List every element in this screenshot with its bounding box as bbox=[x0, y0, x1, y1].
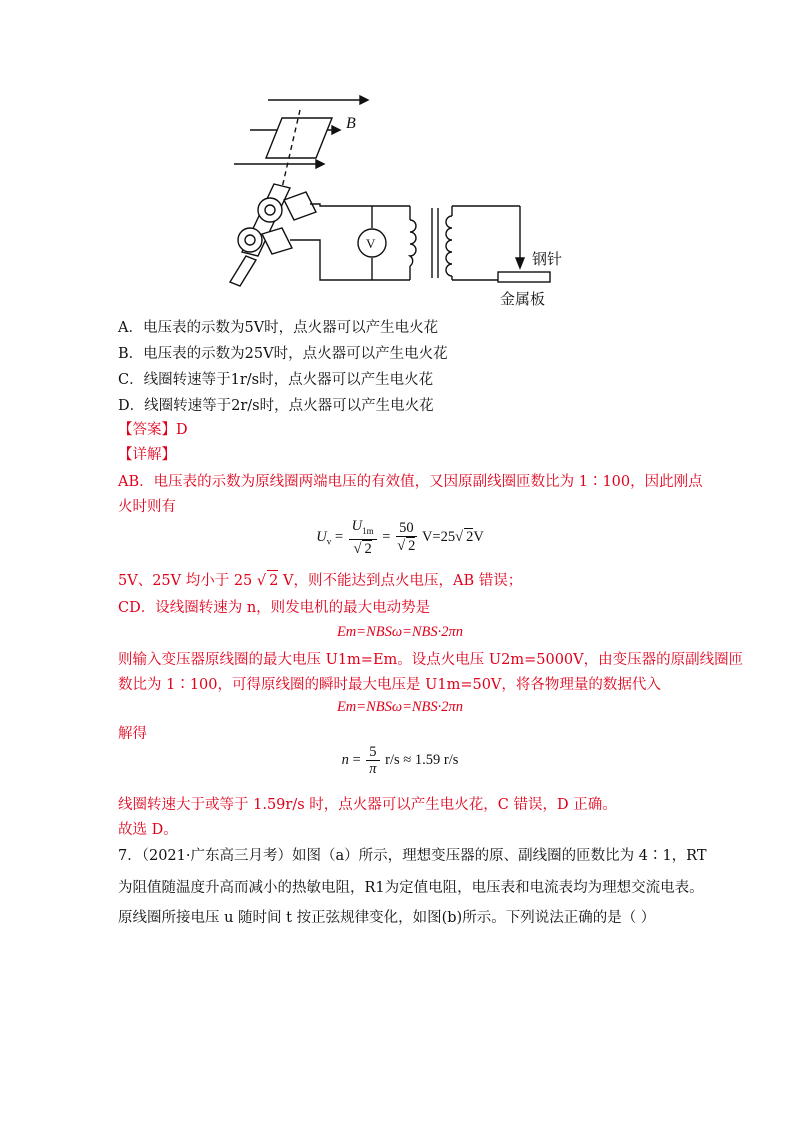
label-plate: 金属板 bbox=[500, 290, 546, 308]
field-arrowhead-1 bbox=[360, 96, 368, 104]
cd-line-3: 数比为 1∶100，可得原线圈的瞬时最大电压是 U1m=50V，将各物理量的数据代入 bbox=[118, 677, 661, 693]
primary-coil bbox=[410, 220, 416, 266]
ab-line-2: 火时则有 bbox=[118, 499, 176, 515]
option-a: A．电压表的示数为5V时，点火器可以产生电火花 bbox=[118, 320, 439, 336]
field-arrowhead-2 bbox=[332, 126, 340, 134]
coil-loop bbox=[266, 118, 332, 158]
handle bbox=[230, 256, 256, 286]
option-b: B．电压表的示数为25V时，点火器可以产生电火花 bbox=[118, 346, 448, 362]
brush-1 bbox=[284, 192, 316, 220]
label-B: B bbox=[346, 115, 356, 132]
q7-line-3: 原线圈所接电压 u 随时间 t 按正弦规律变化，如图(b)所示。下列说法正确的是（ ） bbox=[118, 910, 656, 926]
needle-tip-icon bbox=[516, 258, 524, 268]
field-arrowhead-3 bbox=[316, 160, 324, 168]
q7-line-1: 7．（2021·广东高三月考）如图（a）所示，理想变压器的原、副线圈的匝数比为 4∶1，RT bbox=[118, 848, 707, 864]
equation-4: n = $\frac{5}{\pi}$ r/s ≈ 1.59 r/s bbox=[341, 744, 459, 777]
option-d: D．线圈转速等于2r/s时，点火器可以产生电火花 bbox=[118, 398, 434, 414]
wire-top bbox=[310, 204, 410, 206]
label-needle: 钢针 bbox=[532, 250, 563, 268]
q7-line-2: 为阻值随温度升高而减小的热敏电阻，R1为定值电阻，电压表和电流表均为理想交流电表。 bbox=[118, 880, 704, 896]
solve-label: 解得 bbox=[118, 726, 147, 742]
metal-plate bbox=[498, 272, 550, 282]
cd-conclusion: 线圈转速大于或等于 1.59r/s 时，点火器可以产生电火花，C 错误，D 正确。 bbox=[118, 797, 617, 813]
circuit-figure bbox=[220, 88, 580, 308]
label-V: V bbox=[366, 236, 376, 251]
ab-conclusion: 5V、25V 均小于 25 √ 2 V，则不能达到点火电压，AB 错误； bbox=[118, 570, 522, 591]
wire-bottom bbox=[290, 240, 410, 280]
equation-2: Em=NBSω=NBS·2πn bbox=[336, 624, 464, 640]
detail-heading: 【详解】 bbox=[118, 447, 176, 463]
secondary-coil bbox=[446, 216, 452, 276]
cd-line-2: 则输入变压器原线圈的最大电压 U1m=Em。设点火电压 U2m=5000V，由变压器的原副线圈匝 bbox=[118, 652, 744, 668]
equation-1: $U_v$ = $\frac{U_{1m}}{√ 2}$ = $\frac{50}{√ 2}$ V=25√ 2V bbox=[316, 518, 484, 557]
choose-line: 故选 D。 bbox=[118, 822, 178, 838]
equation-3: Em=NBSω=NBS·2πn bbox=[336, 699, 464, 715]
answer-line: 【答案】D bbox=[118, 422, 188, 438]
cd-line-1: CD．设线圈转速为 n，则发电机的最大电动势是 bbox=[118, 600, 431, 616]
ab-line-1: AB．电压表的示数为原线圈两端电压的有效值，又因原副线圈匝数比为 1∶100，因此刚点 bbox=[118, 474, 703, 490]
option-c: C．线圈转速等于1r/s时，点火器可以产生电火花 bbox=[118, 372, 434, 388]
